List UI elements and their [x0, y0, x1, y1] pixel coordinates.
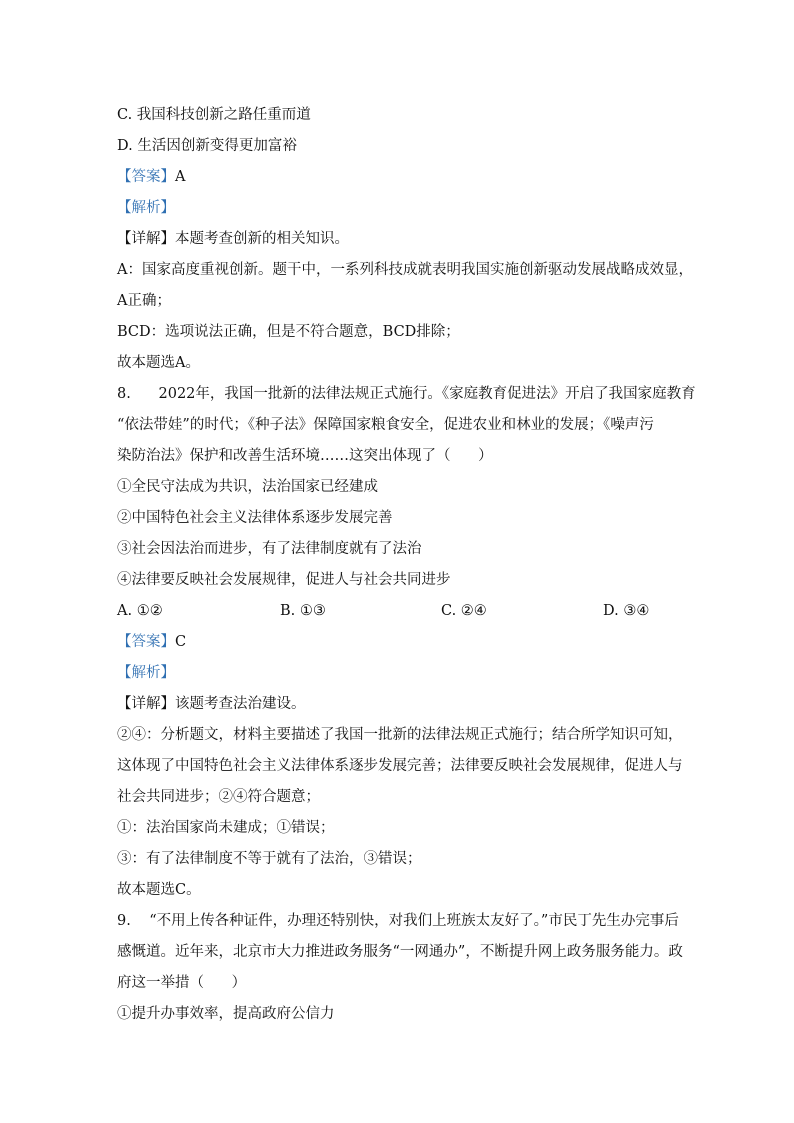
- q8-analysis-line: ①：法治国家尚未建成；①错误；: [117, 820, 335, 836]
- q9-stem-line: 9. “不用上传各种证件，办理还特别快，对我们上班族太友好了。”市民丁先生办完事后: [117, 913, 679, 929]
- q7-answer: [117, 162, 677, 193]
- q8-statement: ④法律要反映社会发展规律，促进人与社会共同进步: [117, 572, 451, 588]
- detail-tag: 【详解】: [117, 696, 175, 712]
- analysis-tag: 【解析】: [117, 200, 175, 216]
- q8-analysis-line: ③：有了法律制度不等于就有了法治，③错误；: [117, 851, 422, 867]
- q8-statement: ②中国特色社会主义法律体系逐步发展完善: [117, 510, 393, 526]
- answer-tag: 【答案】: [117, 634, 175, 650]
- q8-answer: [117, 627, 677, 658]
- analysis-tag: 【解析】: [117, 665, 175, 681]
- q8-choices: [117, 596, 677, 627]
- q9-stem-line: 感慨道。近年来，北京市大力推进政务服务“一网通办”，不断提升网上政务服务能力。政: [117, 944, 683, 960]
- answer-tag: 【答案】: [117, 169, 175, 185]
- q9-statement: ①提升办事效率，提高政府公信力: [117, 1006, 335, 1022]
- detail-text: 本题考查创新的相关知识。: [175, 231, 349, 247]
- q7-option-c: C. 我国科技创新之路任重而道: [117, 107, 311, 123]
- q8-choice-b: B. ①③: [280, 603, 326, 619]
- q8-choice-a: A. ①②: [117, 603, 163, 619]
- answer-value: A: [175, 169, 186, 185]
- q7-option-d: D. 生活因创新变得更加富裕: [117, 138, 297, 154]
- q8-detail: [117, 689, 677, 720]
- q7-analysis-line: 故本题选A。: [117, 355, 200, 371]
- q8-analysis: [117, 658, 677, 689]
- q7-analysis: [117, 193, 677, 224]
- q8-stem-line: “依法带娃”的时代；《种子法》保障国家粮食安全，促进农业和林业的发展；《噪声污: [117, 417, 654, 433]
- q8-statement: ①全民守法成为共识，法治国家已经建成: [117, 479, 378, 495]
- q9-stem-line: 府这一举措（ ）: [117, 975, 247, 991]
- detail-tag: 【详解】: [117, 231, 175, 247]
- document-page: [117, 100, 696, 1030]
- q8-statement: ③社会因法治而进步，有了法律制度就有了法治: [117, 541, 422, 557]
- q8-analysis-line: 故本题选C。: [117, 882, 201, 898]
- q7-analysis-line: A：国家高度重视创新。题干中，一系列科技成就表明我国实施创新驱动发展战略成效显，: [117, 262, 693, 278]
- detail-text: 该题考查法治建设。: [175, 696, 306, 712]
- q8-stem-line: 8. 2022年，我国一批新的法律法规正式施行。《家庭教育促进法》开启了我国家庭教育: [117, 386, 696, 402]
- q8-choice-d: D. ③④: [603, 603, 650, 619]
- q7-detail: [117, 224, 677, 255]
- q8-analysis-line: ②④：分析题文，材料主要描述了我国一批新的法律法规正式施行；结合所学知识可知，: [117, 727, 683, 743]
- q8-analysis-line: 社会共同进步；②④符合题意；: [117, 789, 320, 805]
- q8-stem-line: 染防治法》保护和改善生活环境……这突出体现了（ ）: [117, 448, 493, 464]
- q8-choice-c: C. ②④: [441, 603, 487, 619]
- q7-analysis-line: A正确；: [117, 293, 171, 309]
- q7-analysis-line: BCD：选项说法正确，但是不符合题意，BCD排除；: [117, 324, 460, 340]
- answer-value: C: [175, 634, 187, 650]
- q8-analysis-line: 这体现了中国特色社会主义法律体系逐步发展完善；法律要反映社会发展规律，促进人与: [117, 758, 683, 774]
